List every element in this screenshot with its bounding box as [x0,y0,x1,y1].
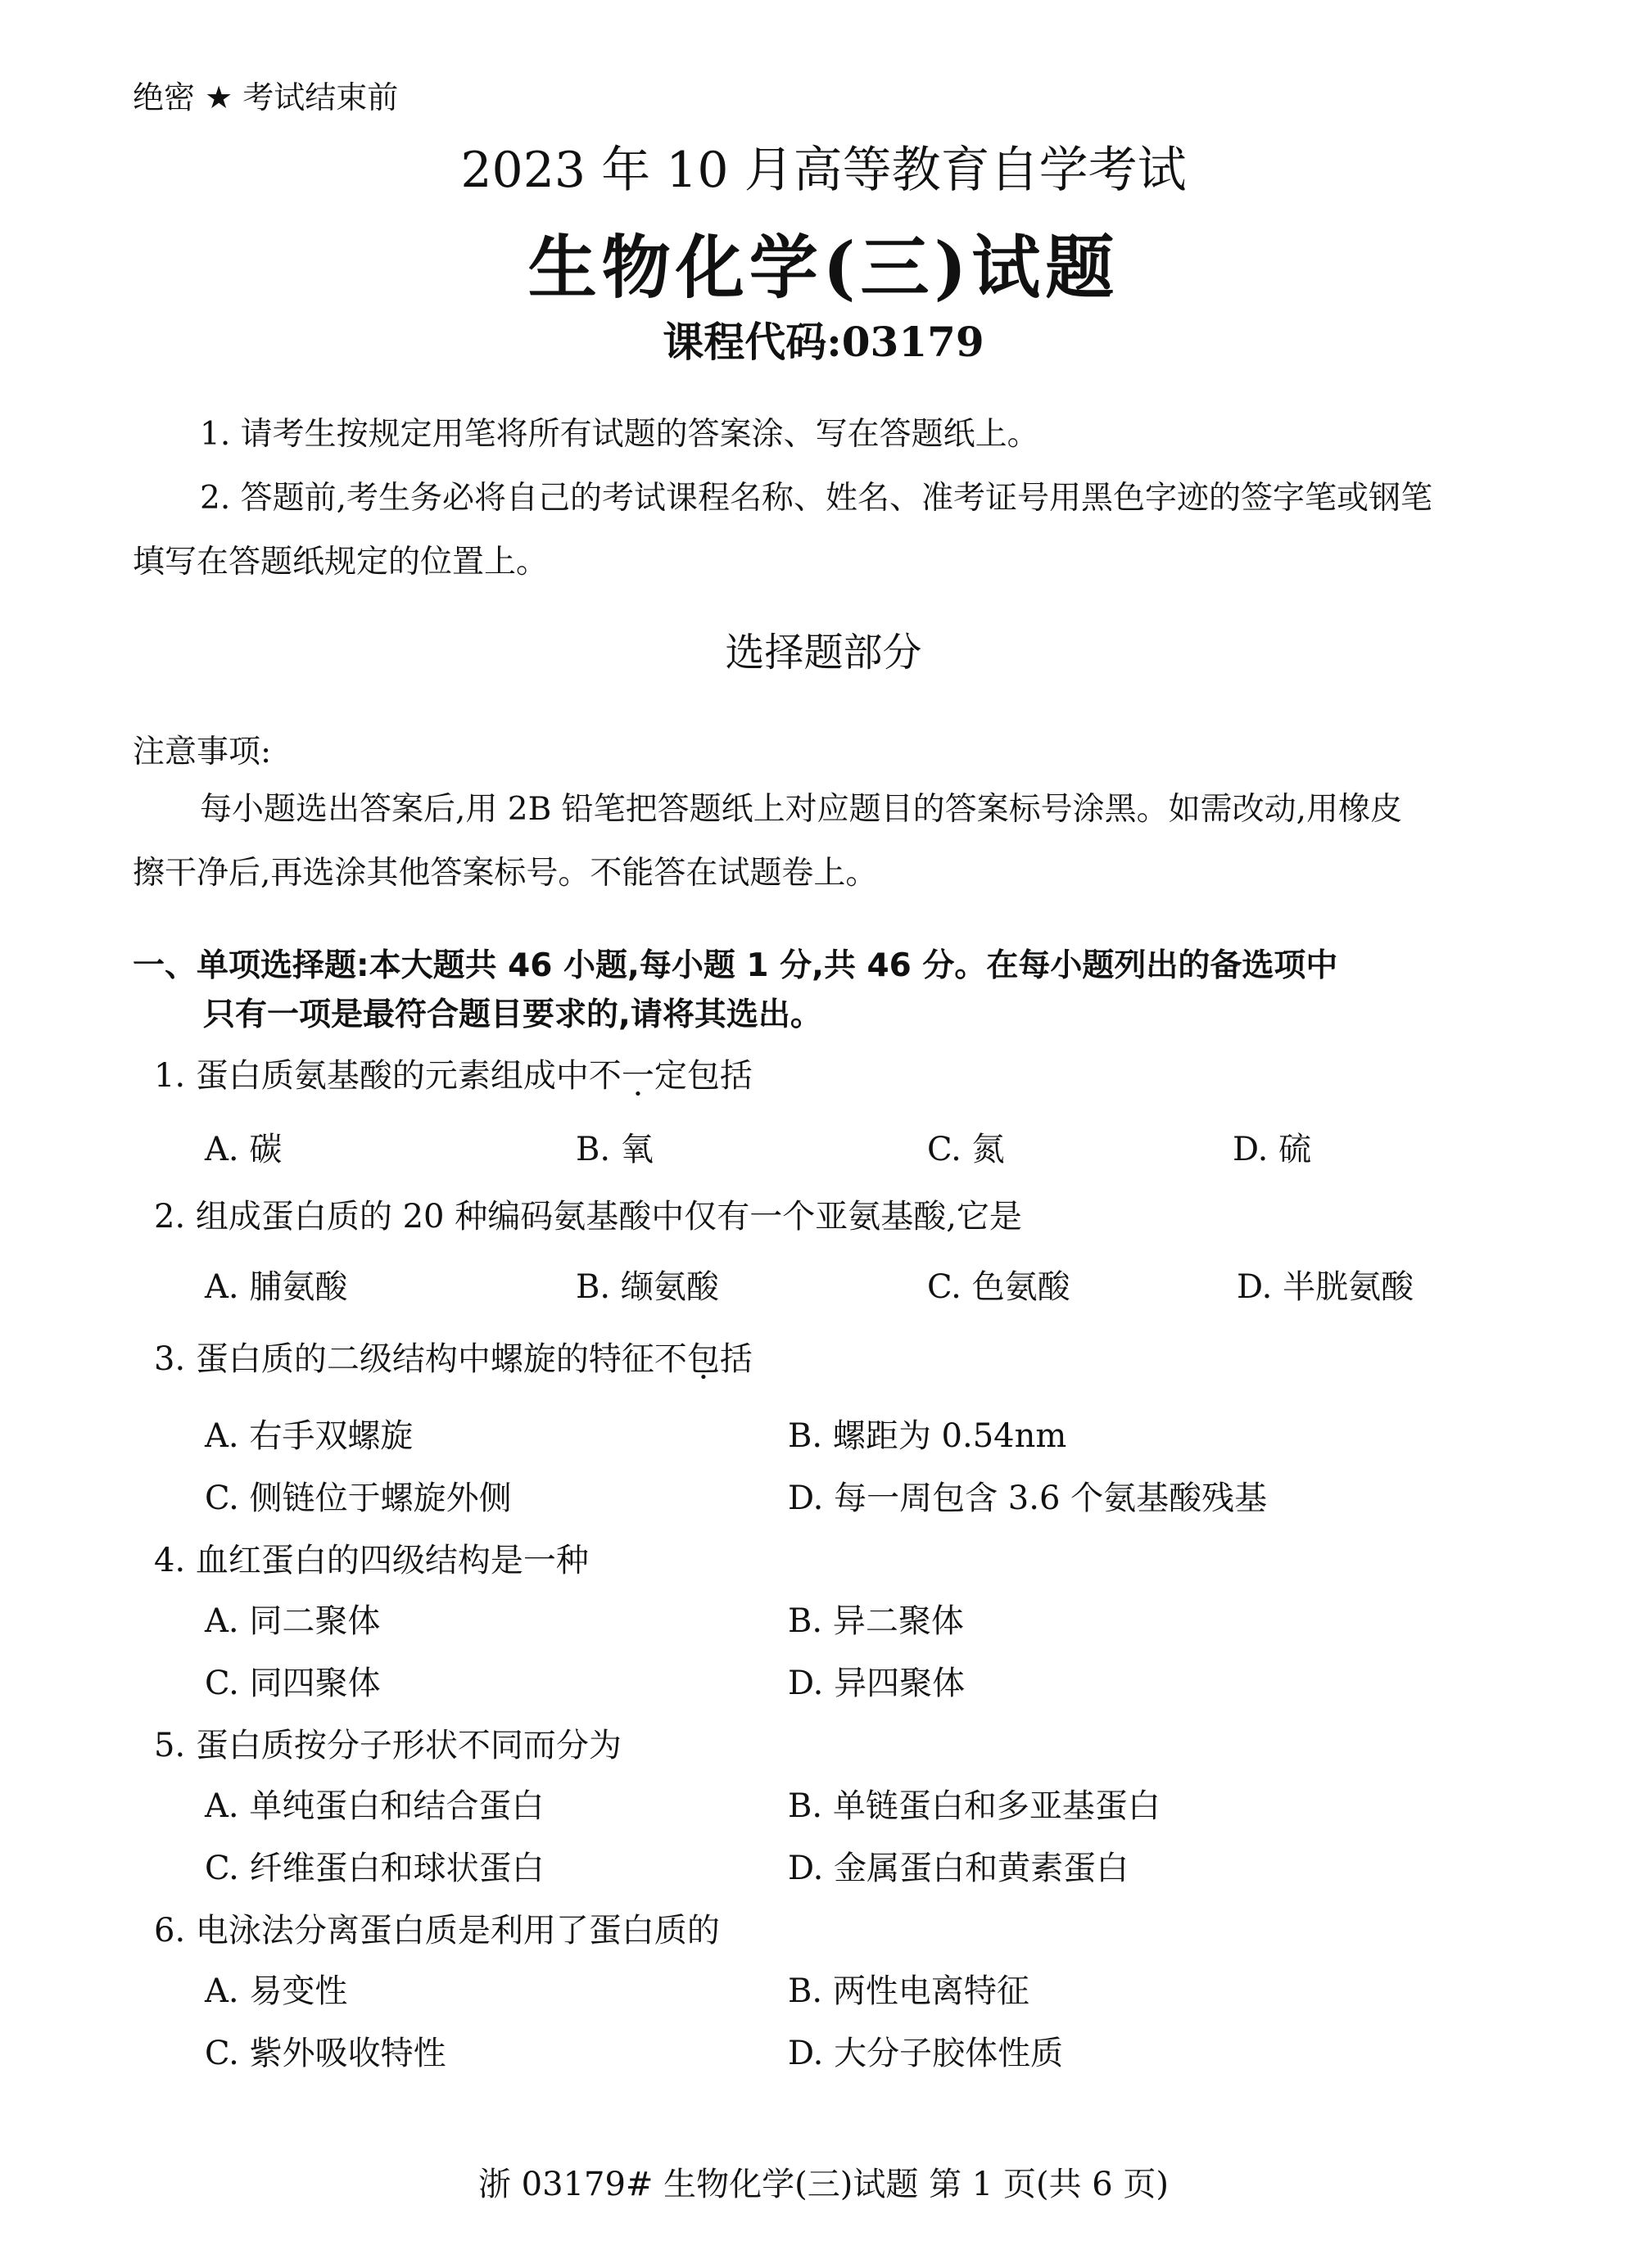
question-1-stem [154,1050,753,1096]
notes-heading: 注意事项: [133,734,272,770]
question-1-stem-text: 1. 蛋白质氨基酸的元素组成中 [154,1057,589,1095]
instruction-2-continued: 填写在答题纸规定的位置上。 [133,544,549,581]
question-1-emphasis: 不一定 [588,1057,687,1095]
question-2-option-a: A. 脯氨酸 [205,1268,348,1306]
instruction-1: 1. 请考生按规定用笔将所有试题的答案涂、写在答题纸上。 [200,416,1039,453]
question-1-stem-end: 包括 [686,1057,753,1095]
question-6-option-b: B. 两性电离特征 [788,1972,1029,2010]
question-5-option-c: C. 纤维蛋白和球状蛋白 [205,1850,545,1887]
notes-line-2: 擦干净后,再选涂其他答案标号。不能答在试题卷上。 [133,855,878,892]
question-6-option-c: C. 紫外吸收特性 [205,2035,446,2072]
question-4-option-a: A. 同二聚体 [205,1602,381,1640]
question-3-option-c: C. 侧链位于螺旋外侧 [205,1480,512,1517]
question-5-stem: 5. 蛋白质按分子形状不同而分为 [154,1727,622,1764]
notes-line-1: 每小题选出答案后,用 2B 铅笔把答题纸上对应题目的答案标号涂黑。如需改动,用橡皮 [200,791,1403,828]
question-2-option-b: B. 缬氨酸 [576,1268,719,1306]
question-1-option-d: D. 硫 [1233,1131,1312,1168]
question-3-emphasis: 不包括 [654,1340,753,1378]
course-code: 课程代码:03179 [663,318,984,366]
question-6-option-a: A. 易变性 [205,1972,348,2010]
part-one-heading-continued: 只有一项是最符合题目要求的,请将其选出。 [203,996,822,1033]
question-1-option-a: A. 碳 [205,1131,283,1168]
question-2-option-c: C. 色氨酸 [927,1268,1070,1306]
question-2-option-d: D. 半胱氨酸 [1237,1268,1414,1306]
page-title: 生物化学(三)试题 [527,227,1120,308]
part-one-heading: 一、单项选择题:本大题共 46 小题,每小题 1 分,共 46 分。在每小题列出的备选项中 [133,947,1338,984]
question-1-option-b: B. 氧 [576,1131,654,1168]
instruction-2: 2. 答题前,考生务必将自己的考试课程名称、姓名、准考证号用黑色字迹的签字笔或钢笔 [200,480,1433,517]
exam-name: 2023 年 10 月高等教育自学考试 [460,142,1187,199]
question-4-option-d: D. 异四聚体 [788,1665,966,1702]
question-3-option-d: D. 每一周包含 3.6 个氨基酸残基 [788,1480,1268,1517]
question-3-stem [154,1333,753,1380]
question-5-option-d: D. 金属蛋白和黄素蛋白 [788,1850,1129,1887]
question-4-option-c: C. 同四聚体 [205,1665,381,1702]
question-5-option-b: B. 单链蛋白和多亚基蛋白 [788,1787,1161,1825]
question-6-stem: 6. 电泳法分离蛋白质是利用了蛋白质的 [154,1912,720,1949]
section-title: 选择题部分 [725,630,922,675]
question-1-option-c: C. 氮 [927,1131,1005,1168]
question-3-option-b: B. 螺距为 0.54nm [788,1417,1067,1455]
page-footer: 浙 03179# 生物化学(三)试题 第 1 页(共 6 页) [477,2166,1170,2203]
question-3-option-a: A. 右手双螺旋 [205,1417,414,1455]
question-4-stem: 4. 血红蛋白的四级结构是一种 [154,1542,589,1579]
question-5-option-a: A. 单纯蛋白和结合蛋白 [205,1787,545,1825]
question-6-option-d: D. 大分子胶体性质 [788,2035,1064,2072]
question-3-stem-text: 3. 蛋白质的二级结构中螺旋的特征 [154,1340,654,1378]
question-4-option-b: B. 异二聚体 [788,1602,964,1640]
confidential-label: 绝密 ★ 考试结束前 [133,79,399,115]
question-2-stem: 2. 组成蛋白质的 20 种编码氨基酸中仅有一个亚氨基酸,它是 [154,1198,1022,1236]
